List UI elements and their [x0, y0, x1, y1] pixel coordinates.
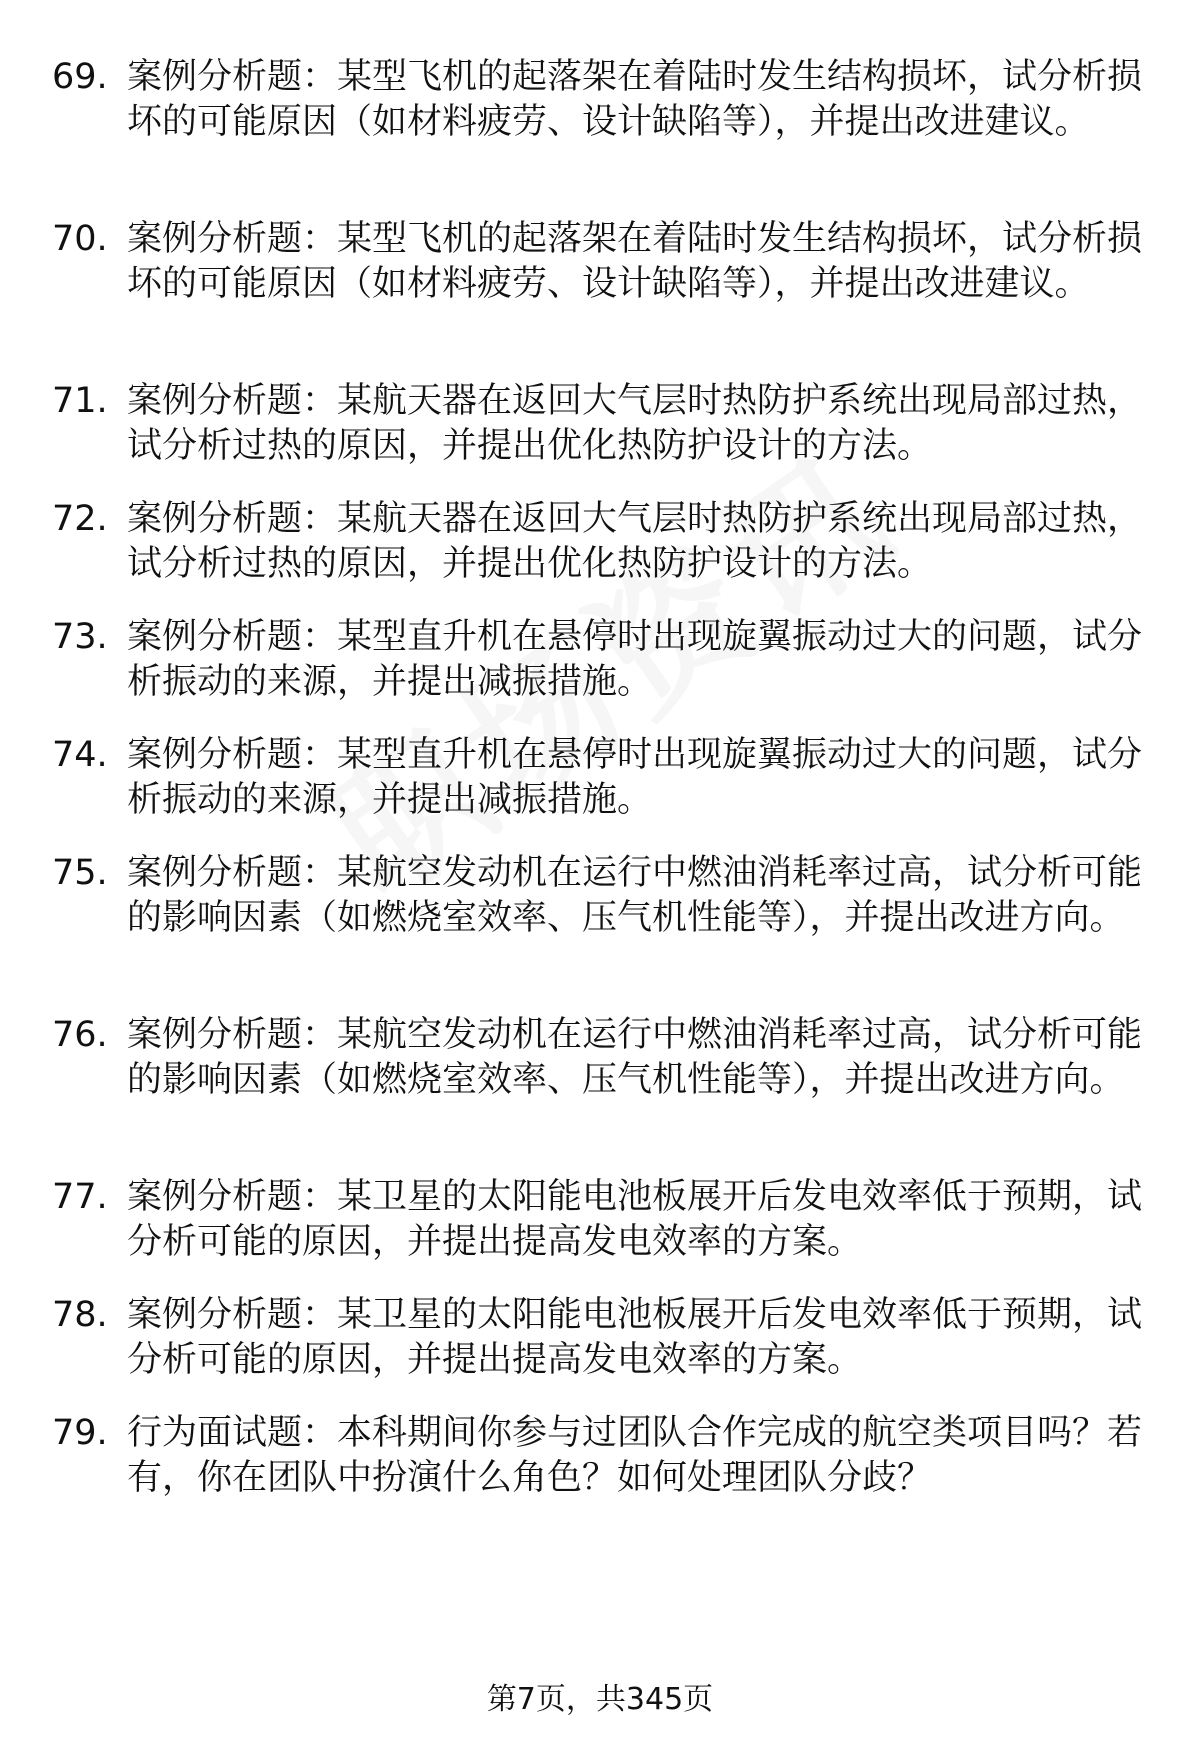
question-text: 案例分析题：某航天器在返回大气层时热防护系统出现局部过热，试分析过热的原因，并提出优化热防护设计的方法。: [127, 499, 1143, 584]
page-number-footer: 第7页，共345页: [486, 1682, 714, 1717]
question-text: 案例分析题：某型飞机的起落架在着陆时发生结构损坏，试分析损坏的可能原因（如材料疲劳、设计缺陷等），并提出改进建议。: [127, 219, 1143, 304]
question-text: 案例分析题：某航天器在返回大气层时热防护系统出现局部过热，试分析过热的原因，并提出优化热防护设计的方法。: [127, 381, 1143, 466]
question-number: 71.: [52, 381, 108, 421]
question-text: 案例分析题：某航空发动机在运行中燃油消耗率过高，试分析可能的影响因素（如燃烧室效率、压气机性能等），并提出改进方向。: [127, 1015, 1143, 1100]
question-number: 70.: [52, 219, 108, 259]
question-number: 79.: [52, 1413, 108, 1453]
question-number: 76.: [52, 1015, 108, 1055]
question-text: 案例分析题：某型直升机在悬停时出现旋翼振动过大的问题，试分析振动的来源，并提出减振措施。: [127, 617, 1143, 702]
question-number: 75.: [52, 853, 108, 893]
question-number: 72.: [52, 499, 108, 539]
question-number: 73.: [52, 617, 108, 657]
question-number: 78.: [52, 1295, 108, 1335]
question-text: 案例分析题：某卫星的太阳能电池板展开后发电效率低于预期，试分析可能的原因，并提出提高发电效率的方案。: [127, 1177, 1143, 1262]
question-text: 案例分析题：某卫星的太阳能电池板展开后发电效率低于预期，试分析可能的原因，并提出提高发电效率的方案。: [127, 1295, 1143, 1380]
question-number: 69.: [52, 57, 108, 97]
question-number: 77.: [52, 1177, 108, 1217]
question-text: 案例分析题：某型直升机在悬停时出现旋翼振动过大的问题，试分析振动的来源，并提出减振措施。: [127, 735, 1143, 820]
question-text: 案例分析题：某航空发动机在运行中燃油消耗率过高，试分析可能的影响因素（如燃烧室效率、压气机性能等），并提出改进方向。: [127, 853, 1143, 938]
question-number: 74.: [52, 735, 108, 775]
question-text: 案例分析题：某型飞机的起落架在着陆时发生结构损坏，试分析损坏的可能原因（如材料疲劳、设计缺陷等），并提出改进建议。: [127, 57, 1143, 142]
question-text: 行为面试题：本科期间你参与过团队合作完成的航空类项目吗？若有，你在团队中扮演什么角色？如何处理团队分歧？: [127, 1413, 1143, 1498]
